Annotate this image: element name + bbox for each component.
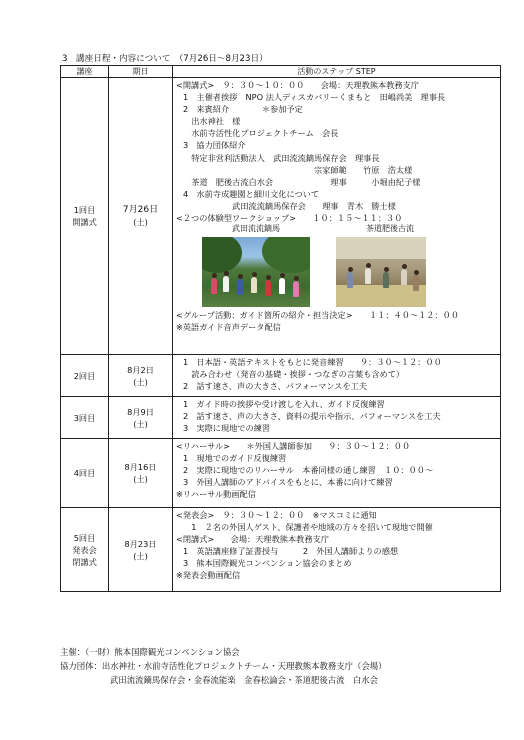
activity-line: 4 水前寺成趣園と細川文化について <box>183 188 320 199</box>
date-cell <box>109 508 173 592</box>
round-cell <box>61 439 109 508</box>
date-label: 8月16日 <box>124 462 157 472</box>
activity-line: 1 ２名の外国人ゲスト、保護者や地域の方々を招いて現地で開催 <box>183 522 433 533</box>
date-label: 8月2日 <box>127 364 154 375</box>
activity-line: 2 実際に現地でのリハーサル 本番同様の通し練習 １０：００～ <box>183 465 434 476</box>
activity-line: 2 来賓紹介 ＊参加予定 <box>183 104 303 115</box>
activity-line: 1 日本語・英語テキストをもとに発音練習 ９：３０～１２：００ <box>183 357 442 367</box>
activity-line: 3 熊本国際観光コンベンション協会のまとめ <box>183 558 352 569</box>
weekday-label: (土) <box>133 217 148 227</box>
activity-line: 2 話す速さ、声の大きさ、資料の提示や指示、パフォーマンスを工夫 <box>183 411 441 422</box>
date-label: 8月23日 <box>124 538 157 549</box>
round-label: 2回目 <box>73 370 96 381</box>
sponsor-line: 主催：（一財）熊本国際観光コンベンション協会 <box>60 647 240 657</box>
activity-cell <box>173 355 501 397</box>
round-label: 4回目 <box>73 468 96 478</box>
cooperation-line: 武田流流鏑馬保存会・金春流能楽 金春松論会・茶道肥後古流 白水会 <box>110 675 378 685</box>
activity-line: 1 ガイド時の挨拶や受け渡しを入れ、ガイド反復練習 <box>183 399 385 409</box>
yabusame-photo <box>202 237 310 307</box>
round-cell <box>61 355 109 397</box>
photo-caption: 茶道肥後古流 <box>366 224 414 234</box>
activity-line: 出水神社 様 <box>183 116 241 127</box>
activity-line: 1 現地でのガイド反復練習 <box>183 453 287 464</box>
table-header-row <box>61 66 501 78</box>
table-row <box>61 439 501 508</box>
activity-line: 3 実際に現地での練習 <box>183 423 271 434</box>
date-cell <box>109 355 173 397</box>
tea-ceremony-photo <box>336 237 426 307</box>
round-label: 3回目 <box>73 412 96 423</box>
activity-line: 特定非営利活動法人 武田流流鏑馬保存会 理事長 <box>183 152 380 163</box>
activity-line: ※リハーサル動画配信 <box>176 489 256 500</box>
weekday-label: (土) <box>133 376 148 387</box>
round-label: 閉講式 <box>72 556 97 567</box>
activity-line: 茶道 肥後古流白水会 理事 小堀由紀子様 <box>183 176 421 187</box>
round-label: 発表会 <box>72 544 97 555</box>
activity-line: <グループ活動：ガイド箇所の紹介・担当決定> １１：４０～１２：００ <box>176 310 460 321</box>
photo-caption: 武田流流鏑馬 <box>232 224 280 234</box>
activity-line: <２つの体験型ワークショップ> １０：１５～１１：３０ <box>176 213 403 224</box>
activity-cell <box>173 78 501 355</box>
table-row <box>61 397 501 439</box>
date-cell <box>109 397 173 439</box>
activity-line: <開講式> ９：３０～１０：００ 会場：天理教熊本教務支庁 <box>176 80 419 90</box>
activity-line: 3 外国人講師のアドバイスをもとに、本番に向けて練習 <box>183 477 393 488</box>
activity-line: <閉講式> 会場：天理教熊本教務支庁 <box>176 534 329 545</box>
activity-line: 2 話す速さ、声の大きさ、パフォーマンスを工夫 <box>183 381 368 392</box>
activity-cell <box>173 397 501 439</box>
activity-line: ※発表会動画配信 <box>176 570 241 581</box>
date-cell <box>109 439 173 508</box>
schedule-table <box>60 65 501 592</box>
weekday-label: (土) <box>133 418 148 429</box>
activity-line: <発表会> ９：３０～１２：００ ※マスコミに通知 <box>176 510 377 520</box>
header-round: 講座 <box>61 66 109 78</box>
round-label: 5回目 <box>73 532 96 543</box>
table-row <box>61 508 501 592</box>
header-date: 期日 <box>109 66 173 78</box>
activity-line: 1 主催者挨拶 NPO 法人ディスカバリーくまもと 田嶋尚美 理事長 <box>183 92 446 103</box>
header-steps: 活動のステップ STEP <box>173 66 501 78</box>
round-label: 開講式 <box>72 217 97 227</box>
date-label: 8月9日 <box>127 406 154 417</box>
round-cell <box>61 78 109 355</box>
activity-line: ※英語ガイド音声データ配信 <box>176 322 281 333</box>
activity-line: <リハーサル> ＊外国人講師参加 ９：３０～１２：００ <box>176 441 411 451</box>
date-label: 7月26日 <box>122 205 159 215</box>
weekday-label: (土) <box>133 550 148 561</box>
cooperation-line: 協力団体：出水神社・水前寺活性化プロジェクトチーム・天理教熊本教務支庁（会場） <box>60 661 387 671</box>
round-cell <box>61 508 109 592</box>
activity-line: 宗家師範 竹原 浩太様 <box>183 164 413 175</box>
activity-line: 武田流流鏑馬保存会 理事 青木 勝士様 <box>183 200 396 211</box>
table-row <box>61 355 501 397</box>
activity-line: 水前寺活性化プロジェクトチーム 会長 <box>183 128 339 139</box>
date-cell <box>109 78 173 355</box>
activity-cell <box>173 508 501 592</box>
activity-line: 1 英語講座修了証書授与 2 外国人講師よりの感想 <box>183 546 399 557</box>
weekday-label: (土) <box>133 474 148 484</box>
activity-line: 3 協力団体紹介 <box>183 140 246 151</box>
section-heading: 3 講座日程・内容について （7月26日～8月23日） <box>62 54 268 64</box>
activity-cell <box>173 439 501 508</box>
round-cell <box>61 397 109 439</box>
activity-line: 読み合わせ（発音の基礎・挨拶・つなぎの言葉も含めて） <box>183 369 405 380</box>
round-label: 1回目 <box>73 205 96 215</box>
table-row <box>61 78 501 355</box>
